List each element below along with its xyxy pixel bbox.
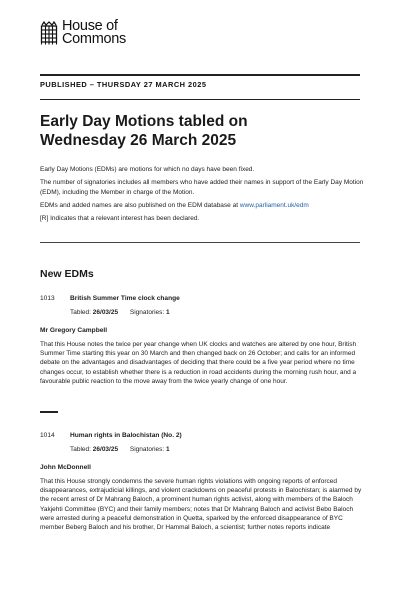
logo-wordmark: [62, 20, 126, 46]
section-divider: [40, 242, 360, 243]
house-of-commons-logo: [40, 20, 126, 46]
edm-number: 1014: [40, 432, 55, 439]
portcullis-icon: [40, 21, 58, 45]
intro-paragraph-4: [R] Indicates that a relevant interest has been declared.: [40, 214, 200, 222]
edm-header: [40, 294, 362, 303]
edm-motion-text: That this House strongly condemns the severe human rights violations with ongoing reports of enforced disappearances, extrajudicial killings, and violent crackdowns on peaceful protests in Balochistan; is alarmed by the recent arrest of Dr Mahrang Baloch, a prominent human rights activist, along with members of the Baloch Yakjehti Committee (BYC) and their family members; notes that Dr Mahrang Baloch and activist Bebo Baloch were arrested during a peaceful demonstration in Quetta, sparked by the enforced disappearance of BYC member Beberg Baloch and his brother, Dr Hammal Baloch, a scientist; further notes reports indicate: [40, 477, 362, 532]
header-rule-top: [40, 74, 360, 76]
page-title-line-2: Wednesday 26 March 2025: [40, 132, 237, 149]
signatories-count: 1: [166, 446, 170, 454]
edm-item: [40, 294, 362, 386]
edm-meta: [70, 308, 362, 317]
intro-paragraph-1: Early Day Motions (EDMs) are motions for which no days have been fixed.: [40, 166, 255, 173]
edm-separator: [40, 411, 58, 413]
logo-line-2: Commons: [62, 31, 126, 47]
intro-paragraph-3-text: EDMs and added names are also published on the EDM database at: [40, 201, 240, 209]
edm-title: Human rights in Balochistan (No. 2): [70, 432, 182, 439]
edm-member: Mr Gregory Campbell: [40, 326, 108, 334]
edm-item: [40, 431, 362, 533]
intro-paragraph-3: [40, 201, 365, 211]
signatories-label: Signatories:: [129, 446, 165, 454]
tabled-label: Tabled:: [70, 309, 91, 317]
edm-meta: [70, 445, 362, 454]
tabled-date: 26/03/25: [92, 446, 119, 454]
edm-title: British Summer Time clock change: [70, 295, 180, 302]
tabled-label: Tabled:: [70, 446, 91, 454]
header-rule-bottom: [40, 99, 360, 100]
logo-line-1: House of: [62, 18, 118, 34]
edm-number: 1013: [40, 295, 55, 302]
edm-motion-text: That this House notes the twice per year change when UK clocks and watches are altered by one hour, British Summer Time starting this year on 30 March and then changed back on 26 October; and calls for an informed debate on the advantages and disadvantages of deciding that there could be a five year period where no time changes occur, to establish whether there is a reduction in road accidents during the morning rush hour, and a favourable public reaction to the move away from the twice yearly change of one hour.: [40, 340, 357, 386]
published-date: PUBLISHED – THURSDAY 27 MARCH 2025: [40, 80, 207, 89]
intro-text: [40, 165, 365, 227]
intro-paragraph-2: The number of signatories includes all members who have added their names in support of the Early Day Motion (EDM), including the Member in charge of the Motion.: [40, 179, 364, 196]
tabled-date: 26/03/25: [92, 309, 119, 317]
page-title: [40, 112, 360, 150]
page-title-line-1: Early Day Motions tabled on: [40, 113, 248, 130]
edm-header: [40, 431, 362, 440]
edm-database-link[interactable]: www.parliament.uk/edm: [239, 201, 309, 209]
edm-member: John McDonnell: [40, 463, 91, 471]
signatories-count: 1: [166, 309, 170, 317]
section-heading: New EDMs: [40, 268, 94, 280]
signatories-label: Signatories:: [129, 309, 165, 317]
